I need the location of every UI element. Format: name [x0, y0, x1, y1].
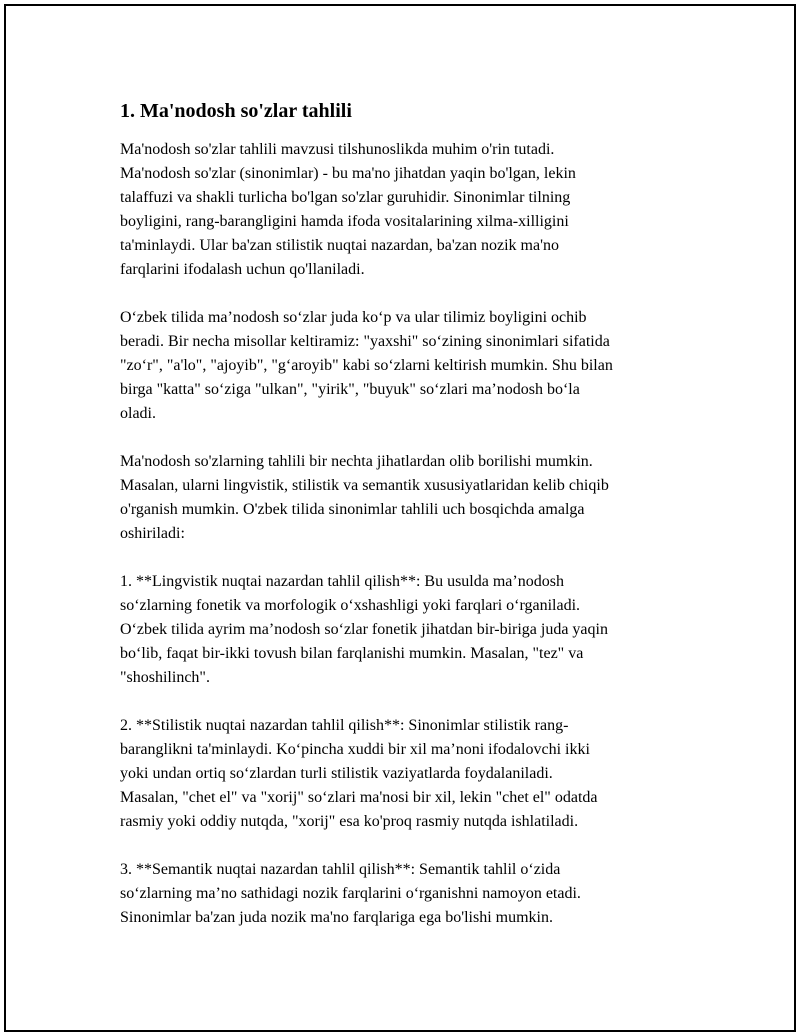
list-item-paragraph — [120, 714, 700, 834]
text-line: farqlarini ifodalash uchun qo'llaniladi. — [120, 261, 365, 278]
text-line: rasmiy yoki oddiy nutqda, "xorij" esa ko'proq rasmiy nutqda ishlatiladi. — [120, 813, 579, 830]
text-line: baranglikni ta'minlaydi. Ko‘pincha xuddi bir xil ma’noni ifodalovchi ikki — [120, 741, 590, 758]
text-line: Masalan, "chet el" va "xorij" so‘zlari ma'nosi bir xil, lekin "chet el" odatda — [120, 789, 598, 806]
text-line: yoki undan ortiq so‘zlardan turli stilistik vaziyatlarda foydalaniladi. — [120, 765, 553, 782]
text-line: Ma'nodosh so'zlarning tahlili bir nechta jihatlardan olib borilishi mumkin. — [120, 453, 593, 470]
text-line: talaffuzi va shakli turlicha bo'lgan so'zlar guruhidir. Sinonimlar tilning — [120, 189, 571, 206]
text-line: 1. **Lingvistik nuqtai nazardan tahlil qilish**: Bu usulda ma’nodosh — [120, 573, 564, 590]
text-line: so‘zlarning ma’no sathidagi nozik farqlarini o‘rganishni namoyon etadi. — [120, 885, 581, 902]
paragraph — [120, 450, 700, 546]
text-line: bo‘lib, faqat bir-ikki tovush bilan farqlanishi mumkin. Masalan, "tez" va — [120, 645, 584, 662]
text-line: Ma'nodosh so'zlar tahlili mavzusi tilshunoslikda muhim o'rin tutadi. — [120, 141, 555, 158]
text-line: birga "katta" so‘ziga "ulkan", "yirik", "buyuk" so‘zlari ma’nodosh bo‘la — [120, 381, 580, 398]
text-line: boyligini, rang-barangligini hamda ifoda vositalarining xilma-xilligini — [120, 213, 569, 230]
text-line: oladi. — [120, 405, 156, 422]
text-line: Ma'nodosh so'zlar (sinonimlar) - bu ma'no jihatdan yaqin bo'lgan, lekin — [120, 165, 576, 182]
paragraph — [120, 306, 700, 426]
text-line: 3. **Semantik nuqtai nazardan tahlil qilish**: Semantik tahlil o‘zida — [120, 861, 561, 878]
text-line: so‘zlarning fonetik va morfologik o‘xshashligi yoki farqlari o‘rganiladi. — [120, 597, 581, 614]
text-line: Sinonimlar ba'zan juda nozik ma'no farqlariga ega bo'lishi mumkin. — [120, 909, 553, 926]
list-item-paragraph — [120, 858, 700, 930]
text-line: O‘zbek tilida ayrim ma’nodosh so‘zlar fonetik jihatdan bir-biriga juda yaqin — [120, 621, 608, 638]
text-line: Masalan, ularni lingvistik, stilistik va semantik xususiyatlaridan kelib chiqib — [120, 477, 609, 494]
text-line: o'rganish mumkin. O'zbek tilida sinonimlar tahlili uch bosqichda amalga — [120, 501, 585, 518]
list-item-paragraph — [120, 570, 700, 690]
text-line: oshiriladi: — [120, 525, 185, 542]
text-line: "zo‘r", "a'lo", "ajoyib", "g‘aroyib" kabi so‘zlarni keltirish mumkin. Shu bilan — [120, 357, 613, 374]
section-title: 1. Ma'nodosh so'zlar tahlili — [120, 100, 352, 122]
text-line: O‘zbek tilida ma’nodosh so‘zlar juda ko‘p va ular tilimiz boyligini ochib — [120, 309, 587, 326]
text-line: 2. **Stilistik nuqtai nazardan tahlil qilish**: Sinonimlar stilistik rang- — [120, 717, 569, 734]
document-body — [120, 98, 700, 930]
page-border — [4, 4, 796, 1032]
text-line: "shoshilinch". — [120, 669, 210, 686]
paragraph — [120, 138, 700, 282]
text-line: beradi. Bir necha misollar keltiramiz: "yaxshi" so‘zining sinonimlari sifatida — [120, 333, 610, 350]
text-line: ta'minlaydi. Ular ba'zan stilistik nuqtai nazardan, ba'zan nozik ma'no — [120, 237, 559, 254]
